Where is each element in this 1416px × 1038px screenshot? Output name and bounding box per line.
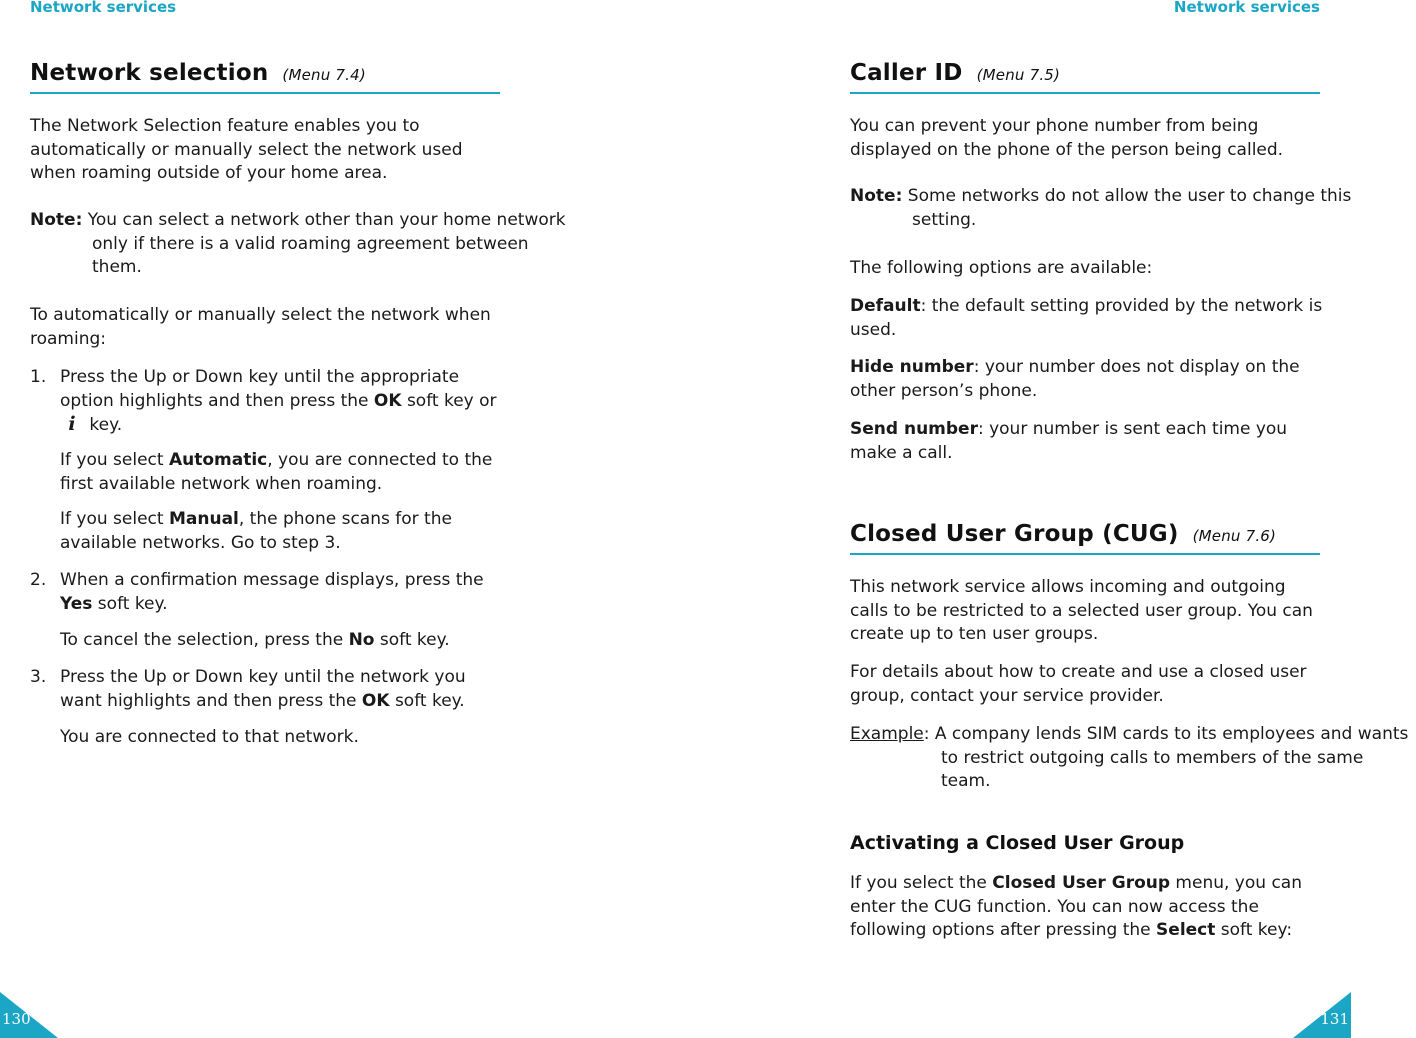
info-key-icon: i <box>68 413 76 435</box>
act-text-c: menu, you can enter the CUG function. You can now access the following options after pressing the <box>850 873 1302 940</box>
section-title-caller-id <box>850 60 1320 94</box>
option-send-number-label: Send number <box>850 419 978 439</box>
page-number-right: 131 <box>1320 1010 1349 1028</box>
intro-paragraph: The Network Selection feature enables you to automatically or manually select the network used when roaming outside of your home area. <box>30 116 463 183</box>
no-key-label: No <box>348 630 375 650</box>
step1-text-c: soft key or <box>401 390 497 411</box>
yes-key-label: Yes <box>60 593 93 614</box>
option-hide-number-text: : your number does not display on the other person’s phone. <box>850 357 1300 401</box>
cug-menu-reference: (Menu 7.6) <box>1192 527 1277 545</box>
activating-heading: Activating a Closed User Group <box>850 832 1185 854</box>
example-label: Example <box>850 724 924 744</box>
section-title-network-selection <box>30 60 500 94</box>
step-1 <box>60 366 505 438</box>
step3-text-a: Press the Up or Down key until the network you want highlights and then press the <box>60 667 466 711</box>
running-head-left: Network services <box>30 0 177 16</box>
section-title-text: Network selection <box>30 60 269 86</box>
caller-note <box>850 185 1387 232</box>
option-default-label: Default <box>850 296 921 316</box>
act-text-a: If you select the <box>850 873 993 893</box>
running-head-right: Network services <box>1173 0 1320 16</box>
cancel-text-c: soft key. <box>374 630 450 650</box>
options-lead: The following options are available: <box>850 258 1153 278</box>
step2-text-c: soft key. <box>92 593 168 614</box>
cug-details: For details about how to create and use a closed user group, contact your service provider. <box>850 662 1307 706</box>
act-text-e: soft key: <box>1215 920 1293 940</box>
caller-intro: You can prevent your phone number from being displayed on the phone of the person being called. <box>850 116 1284 160</box>
manual-option-paragraph <box>60 508 505 555</box>
manual-text-c: , the phone scans for the available networks. Go to step 3. <box>60 509 452 553</box>
option-send-number-text: : your number is sent each time you make a call. <box>850 419 1288 463</box>
step1-text-d: key. <box>84 415 123 435</box>
automatic-option-paragraph <box>60 449 505 496</box>
step3-text-c: soft key. <box>389 690 465 711</box>
activating-paragraph <box>850 872 1325 943</box>
closed-user-group-label: Closed User Group <box>992 873 1171 893</box>
step2-text-a: When a confirmation message displays, press the <box>60 570 484 590</box>
caller-title-text: Caller ID <box>850 60 963 86</box>
cug-intro: This network service allows incoming and outgoing calls to be restricted to a selected user group. You can create up to ten user groups. <box>850 577 1313 644</box>
option-hide-number-label: Hide number <box>850 357 974 377</box>
option-default <box>850 295 1325 342</box>
example-text: : A company lends SIM cards to its employees and wants to restrict outgoing calls to members of the same team. <box>923 724 1409 791</box>
page-number-left: 130 <box>2 1010 31 1028</box>
menu-reference: (Menu 7.4) <box>282 66 366 84</box>
left-page <box>30 0 566 1038</box>
example-paragraph <box>850 723 1416 794</box>
caller-menu-reference: (Menu 7.5) <box>976 66 1061 84</box>
cancel-paragraph <box>60 629 505 653</box>
cug-title-text: Closed User Group (CUG) <box>850 521 1179 547</box>
manual-label: Manual <box>168 509 239 529</box>
caller-note-text: Some networks do not allow the user to change this setting. <box>907 186 1352 230</box>
step-number-1: 1. <box>30 367 47 387</box>
connected-paragraph: You are connected to that network. <box>60 727 359 747</box>
option-hide-number <box>850 356 1325 403</box>
automatic-label: Automatic <box>168 450 268 470</box>
step-number-3: 3. <box>30 667 47 687</box>
section-title-cug <box>850 521 1320 555</box>
ok-key-label: OK <box>373 390 402 411</box>
note-text: You can select a network other than your home network only if there is a valid roaming agreement between them. <box>87 210 566 277</box>
note-label: Note: <box>30 210 83 230</box>
ok-key-label-2: OK <box>361 690 390 711</box>
caller-note-label: Note: <box>850 186 903 206</box>
select-key-label: Select <box>1156 920 1216 940</box>
step-number-2: 2. <box>30 570 47 590</box>
step-3 <box>60 666 505 713</box>
auto-text-c: , you are connected to the first available network when roaming. <box>60 450 493 494</box>
manual-text-a: If you select <box>60 509 169 529</box>
auto-text-a: If you select <box>60 450 169 470</box>
note <box>30 209 567 280</box>
option-send-number <box>850 418 1325 465</box>
cancel-text-a: To cancel the selection, press the <box>60 630 349 650</box>
step-2 <box>60 569 505 616</box>
option-default-text: : the default setting provided by the network is used. <box>850 296 1323 340</box>
step1-text-a: Press the Up or Down key until the appropriate option highlights and then press the <box>60 367 460 411</box>
lead-paragraph: To automatically or manually select the network when roaming: <box>30 305 491 349</box>
